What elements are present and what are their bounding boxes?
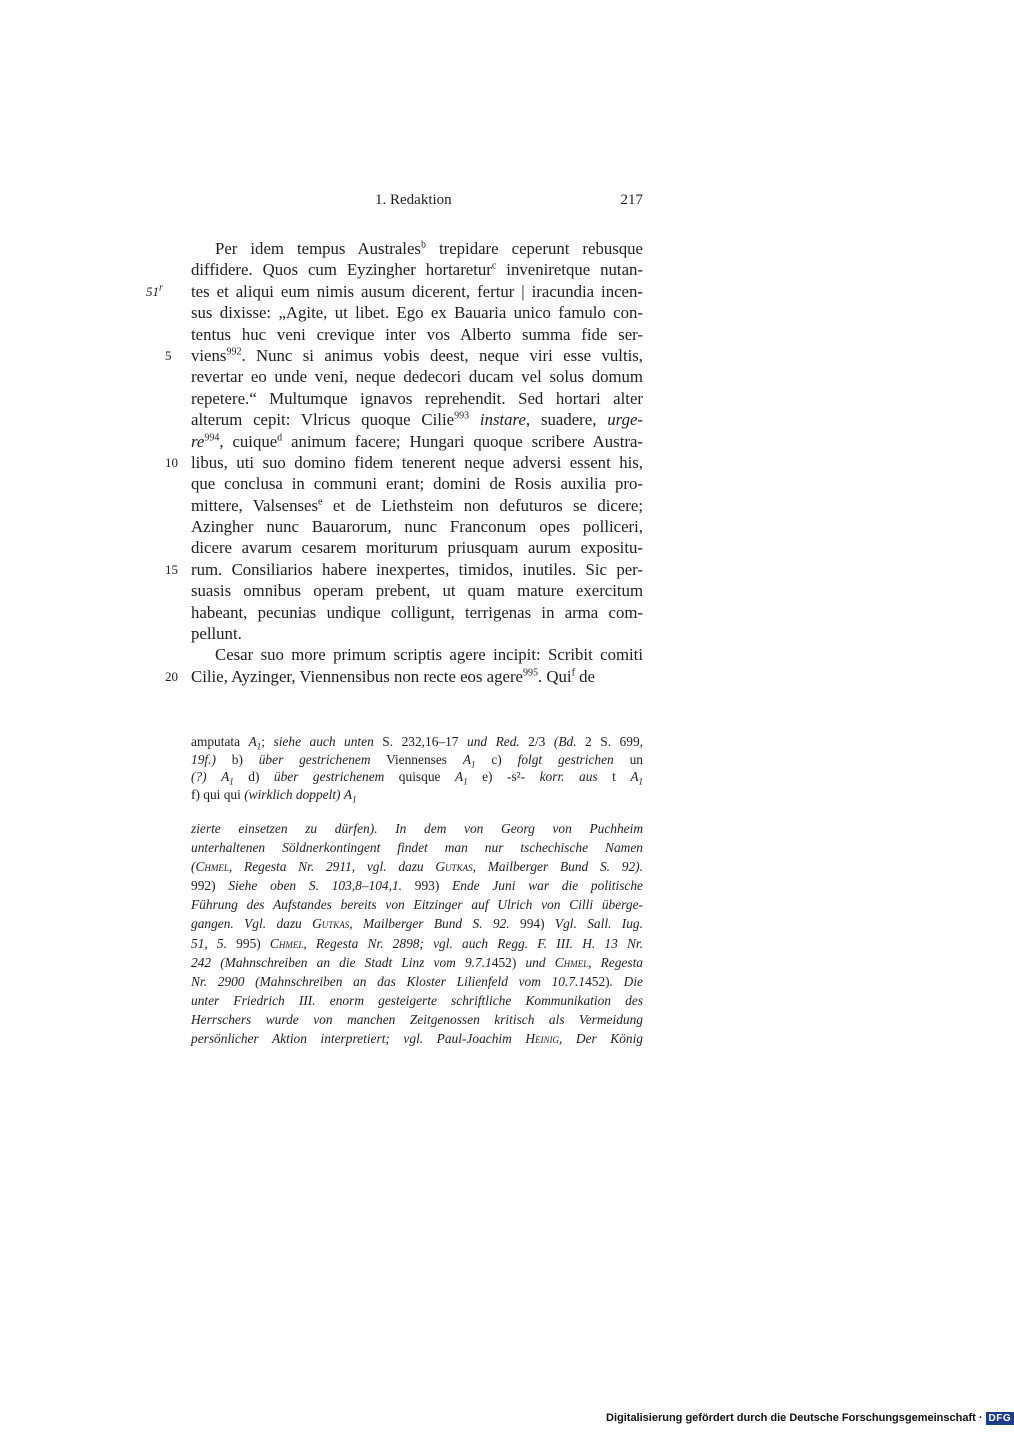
note-line: (Chmel, Regesta Nr. 2911, vgl. dazu Gutkas, Mailberger Bund S. 92). [191,859,643,875]
note-line: unter Friedrich III. enorm gesteigerte schriftliche Kommunikation des [191,992,643,1008]
text-line: libus, uti suo domino fidem tenerent neque adversi essent his, [191,452,643,472]
note-line: persönlicher Aktion interpretiert; vgl. Paul-Joachim Heinig, Der König [191,1031,644,1047]
text-line: habeant, pecunias undique colligunt, terrigenas in arma com- [191,602,643,622]
line-number-20: 20 [165,669,178,684]
text-line: pellunt. [191,624,242,644]
text-line: repetere.“ Multumque ignavos reprehendit. Sed hortari alter [191,388,643,408]
note-line: Führung des Aufstandes bereits von Eitzinger auf Ulrich von Cilli überge- [191,897,643,913]
note-line: unterhaltenen Söldnerkontingent findet man nur tschechische Namen [191,840,643,856]
text-line: alterum cepit: Vlricus quoque Cilie$^{993}$ instare, suadere, urge- [191,410,643,430]
text-line: suasis omnibus operam prebent, ut quam mature exercitum [191,581,643,601]
text-line: Cilie, Ayzinger, Viennensibus non recte eos agere$^{995}$. Qui$^f$ de [191,666,595,686]
footer-credit [606,1410,1014,1426]
commentary-notes [191,819,643,1048]
line-number-10: 10 [165,455,178,470]
text-line: rum. Consiliarios habere inexpertes, timidos, inutiles. Sic per- [191,559,643,579]
text-line: Azingher nunc Bauarorum, nunc Franconum opes polliceri, [191,517,643,537]
text-line: mittere, Valsenses$^e$ et de Liethsteim non defuturos se dicere; [191,495,643,515]
folio-marker [146,281,163,302]
line-number-5: 5 [165,348,172,363]
text-line: revertar eo unde veni, neque dedecori ducam vel solus domum [191,367,643,387]
footer-text: Digitalisierung gefördert durch die Deutsche Forschungsgemeinschaft · [606,1412,983,1424]
dfg-logo: DFG [986,1412,1014,1425]
folio-marker-text: 51$^r$ [146,282,163,299]
note-line: Herrschers wurde von manchen Zeitgenossen kritisch als Vermeidung [191,1011,643,1027]
note-line: 51, 5. 995) Chmel, Regesta Nr. 2898; vgl. auch Regg. F. III. H. 13 Nr. [191,935,643,951]
note-line: Nr. 2900 (Mahnschreiben an das Kloster Lilienfeld vom 10.7.1452). Die [191,973,643,989]
text-line: diffidere. Quos cum Eyzingher hortaretur$^c$ inveniretque nutan- [191,260,643,280]
text-line: sus dixisse: „Agite, ut libet. Ego ex Bauaria unico famulo con- [191,303,643,323]
running-title: 1. Redaktion [375,192,452,208]
note-line: gangen. Vgl. dazu Gutkas, Mailberger Bund S. 92. 994) Vgl. Sall. Iug. [191,916,643,932]
note-line: 992) Siehe oben S. 103,8–104,1. 993) Ende Juni war die politische [191,878,643,894]
text-line: tes et aliqui eum nimis ausum dicerent, fertur | iracundia incen- [191,281,643,301]
running-header [375,192,643,214]
main-text [191,238,643,687]
note-line: 242 (Mahnschreiben an die Stadt Linz vom 9.7.1452) und Chmel, Regesta [191,954,643,970]
text-line: tentus huc veni crevique inter vos Alberto summa fide ser- [191,324,643,344]
text-line: dicere avarum cesarem moriturum priusquam aurum expositu- [191,538,643,558]
apparatus-line: (?) $A_1$ d) über gestrichenem quisque $A_1$ e) -s²- korr. aus t $A_1$ [191,769,643,787]
apparatus-line: 19f.) b) über gestrichenem Viennenses $A_1$ c) folgt gestrichen un [191,751,643,770]
apparatus-line: f) qui qui (wirklich doppelt) $A_1$ [191,786,357,805]
text-line: $re^{994}$, cuique$^d$ animum facere; Hungari quoque scribere Austra- [191,431,643,451]
text-line: que conclusa in communi erant; domini de Rosis auxilia pro- [191,474,643,494]
apparatus-line: amputata $A_1$; siehe auch unten S. 232,16–17 und Red. 2/3 (Bd. 2 S. 699, [191,734,643,752]
note-line: zierte einsetzen zu dürfen). In dem von Georg von Puchheim [191,821,643,836]
text-line: Per idem tempus Australes$^b$ trepidare ceperunt rebusque [215,239,643,258]
text-line: Cesar suo more primum scriptis agere incipit: Scribit comiti [215,645,643,665]
text-line: viens$^{992}$. Nunc si animus vobis deest, neque viri esse vultis, [191,345,643,365]
critical-apparatus [191,733,643,803]
page-number: 217 [620,192,643,208]
line-number-15: 15 [165,562,178,577]
